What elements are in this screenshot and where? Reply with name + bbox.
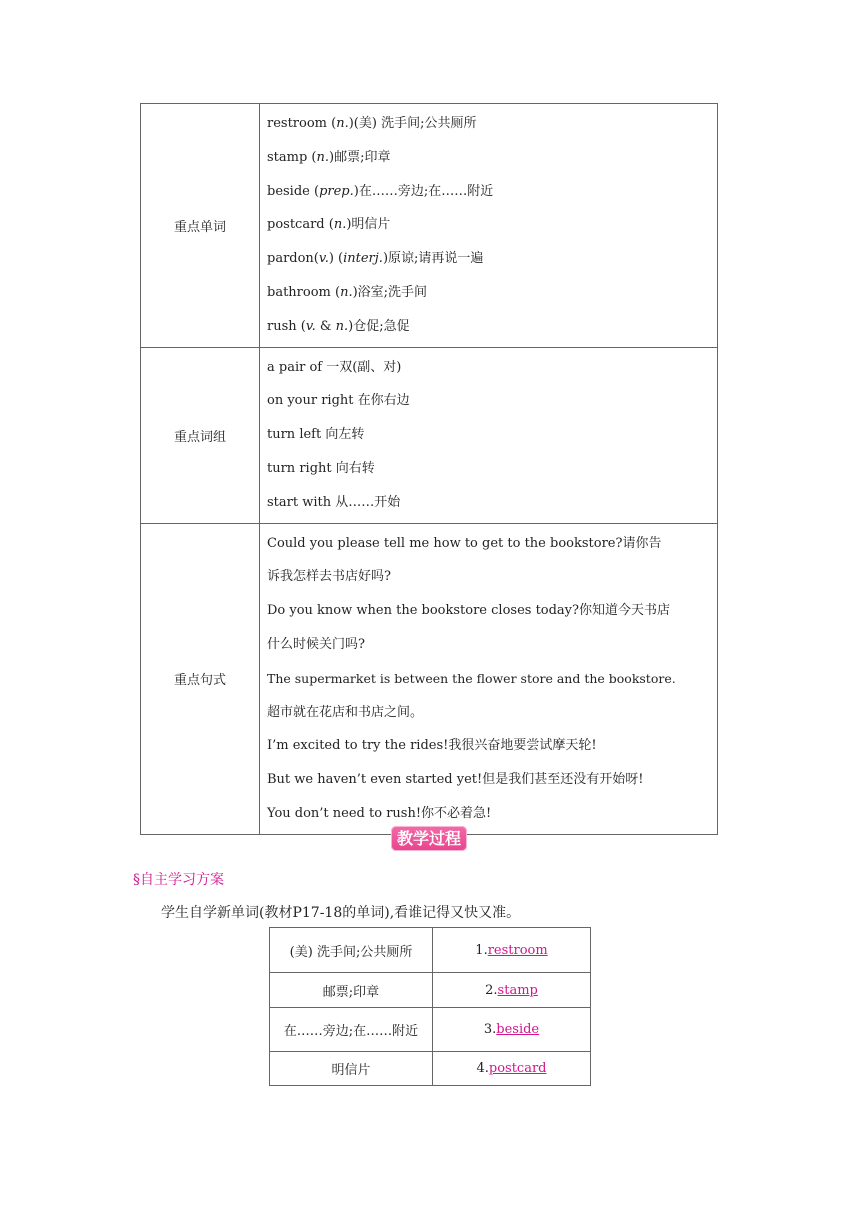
answer-cell: 2.stamp <box>433 973 591 1008</box>
answer-cell: 4.postcard <box>433 1052 591 1086</box>
section-row-phrases <box>141 347 718 523</box>
phrase-line: turn right 向右转 <box>267 460 375 476</box>
answer-word: postcard <box>488 1061 547 1076</box>
sentence-line: You don’t need to rush!你不必着急! <box>267 805 492 821</box>
sentence-line: Do you know when the bookstore closes today?你知道今天书店 <box>267 603 671 619</box>
phrase-list <box>260 347 718 523</box>
sentence-line: 超市就在花店和书店之间。 <box>267 704 424 720</box>
word-line: stamp (n.)邮票;印章 <box>267 149 391 165</box>
sentence-line: 什么时候关门吗? <box>267 636 365 652</box>
vocab-row <box>270 973 591 1008</box>
meaning-cell: 邮票;印章 <box>270 973 433 1008</box>
vocab-row <box>270 1008 591 1052</box>
answer-word: beside <box>496 1022 540 1037</box>
answer-cell: 1.restroom <box>433 928 591 973</box>
intro-text: 学生自学新单词(教材P17-18的单词),看谁记得又快又准。 <box>161 905 521 921</box>
phrase-line: on your right 在你右边 <box>267 393 410 409</box>
category-cell: 重点句式 <box>141 523 260 834</box>
category-cell: 重点单词 <box>141 104 260 348</box>
word-line: rush (v. & n.)仓促;急促 <box>267 318 410 334</box>
summary-table <box>140 103 718 835</box>
vocab-table <box>269 927 591 1086</box>
word-line: postcard (n.)明信片 <box>267 217 391 233</box>
sentence-line: Could you please tell me how to get to the bookstore?请你告 <box>267 535 662 551</box>
category-cell: 重点词组 <box>141 347 260 523</box>
meaning-cell: 明信片 <box>270 1052 433 1086</box>
answer-word: stamp <box>497 982 538 998</box>
section-heading: §自主学习方案 <box>133 872 224 888</box>
phrase-line: start with 从……开始 <box>267 494 401 510</box>
word-line: pardon(v.) (interj.)原谅;请再说一遍 <box>267 251 484 267</box>
meaning-cell: 在……旁边;在……附近 <box>270 1008 433 1052</box>
word-line: restroom (n.)(美) 洗手间;公共厕所 <box>267 116 477 131</box>
answer-word: restroom <box>487 942 548 958</box>
meaning-cell: (美) 洗手间;公共厕所 <box>270 928 433 973</box>
section-row-sentences <box>141 523 718 834</box>
vocab-row <box>270 1052 591 1086</box>
word-line: bathroom (n.)浴室;洗手间 <box>267 284 428 300</box>
teaching-process-badge: 教学过程 <box>391 826 467 851</box>
sentence-line: But we haven’t even started yet!但是我们甚至还没有开始呀! <box>267 772 644 788</box>
section-row-words <box>141 104 718 348</box>
phrase-line: a pair of 一双(副、对) <box>267 359 402 375</box>
word-line: beside (prep.)在……旁边;在……附近 <box>267 183 494 199</box>
vocab-row <box>270 928 591 973</box>
answer-cell: 3.beside <box>433 1008 591 1052</box>
sentence-line: The supermarket is between the flower store and the bookstore. <box>267 670 676 686</box>
word-list <box>260 104 718 348</box>
phrase-line: turn left 向左转 <box>267 427 365 443</box>
sentence-line: I’m excited to try the rides!我很兴奋地要尝试摩天轮! <box>267 738 597 754</box>
sentence-line: 诉我怎样去书店好吗? <box>267 569 391 585</box>
sentence-list <box>260 523 718 834</box>
